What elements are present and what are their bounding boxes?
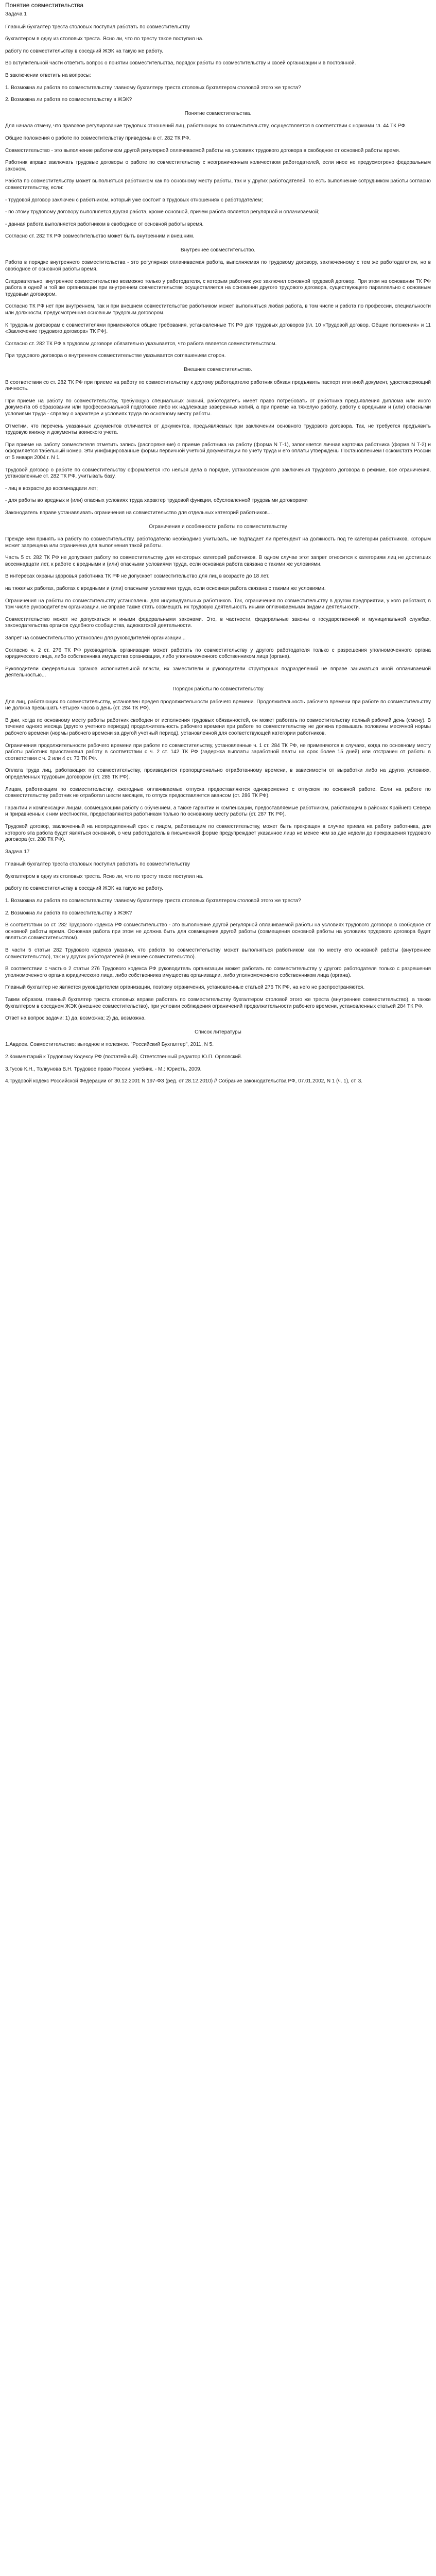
paragraph: Трудовой договор, заключенный на неопределенный срок с лицом, работающим по совместительству, может быть прекращен в случае приема на работу работника, для которого эта работа будет являться основной, о чем работодатель в письменной форме предупреждает указанное лицо не менее чем за две недели до прекращения трудового договора (ст. 288 ТК РФ). [5, 823, 431, 843]
section-heading: Понятие совместительства. [184, 110, 252, 116]
section-heading: Внутреннее совместительство. [180, 247, 256, 253]
paragraph: - трудовой договор заключен с работником, который уже состоит в трудовых отношениях с работодателем; [5, 197, 263, 203]
task-1-question: работу по совместительству в соседний ЖЭК на такую же работу. [5, 48, 163, 54]
paragraph: - лиц в возрасте до восемнадцати лет; [5, 485, 98, 492]
paragraph: Гарантии и компенсации лицам, совмещающим работу с обучением, а также гарантии и компенсации, предоставляемые работникам, работающим в районах Крайнего Севера и приравненных к ним местностях, предоставляются работникам только по основному месту работы (ст. 287 ТК РФ). [5, 805, 431, 818]
paragraph: В соответствии со ст. 282 ТК РФ при приеме на работу по совместительству к другому работодателю работник обязан предъявить паспорт или иной документ, удостоверяющий личность. [5, 379, 431, 392]
bibliography-list [5, 1042, 431, 1084]
paragraph: Руководители федеральных органов исполнительной власти, их заместители и руководители структурных подразделений не вправе заниматься иной оплачиваемой деятельностью... [5, 666, 431, 679]
answer-paragraph: В соответствии со ст. 282 Трудового кодекса РФ совместительство - это выполнение другой регулярной оплачиваемой работы на условиях трудового договора в свободное от основной работы время. Основная работа при этом не должна быть для совмещения другой работы (совмещения основной работы на условиях трудового договора будет являться совместительством). [5, 922, 431, 941]
task-1-label: Задача 1 [5, 11, 27, 17]
paragraph: Согласно ст. 282 ТК РФ в трудовом договоре обязательно указывается, что работа является совместительством. [5, 341, 277, 347]
task-1-question: бухгалтером в одну из столовых треста. Ясно ли, что по тресту такое поступил на. [5, 36, 204, 42]
task-17-questions [5, 861, 431, 917]
task-1-question: Во вступительной части ответить вопрос о понятии совместительства, порядок работы по совместительству и своей организации и в постоянной. [5, 60, 356, 66]
bibliography-item: 4.Трудовой кодекс Российской Федерации от 30.12.2001 N 197-ФЗ (ред. от 28.12.2010) // Собрание законодательства РФ, 07.01.2002, N 1 (ч. 1), ст. 3. [5, 1078, 363, 1084]
paragraph: При приеме на работу совместителя отметить запись (распоряжение) о приеме работника на работу (форма N Т-1), заполняется личная карточка работника (форма N Т-2) и оформляется табельный номер. Эти унифицированные формы первичной учетной документации по учету труда и его оплаты утверждены Постановлением Госкомстата России от 5 января 2004 г. N 1. [5, 442, 431, 461]
paragraph: Оплата труда лиц, работающих по совместительству, производится пропорционально отработанному времени, в зависимости от выработки либо на других условиях, определенных трудовым договором (ст. 285 ТК РФ). [5, 768, 431, 780]
task-17-answers [5, 922, 431, 1022]
paragraph: Для начала отмечу, что правовое регулирование трудовых отношений лиц, работающих по совместительству, осуществляется в соответствии с нормами гл. 44 ТК РФ. [5, 123, 407, 129]
section-procedure [5, 686, 431, 843]
paragraph: на тяжелых работах, работах с вредными и (или) опасными условиями труда, если основная работа связана с такими же условиями. [5, 586, 326, 592]
task-1-question: Главный бухгалтер треста столовых поступил работать по совместительству [5, 24, 190, 30]
paragraph: В интересах охраны здоровья работника ТК РФ не допускает совместительство для лиц в возрасте до 18 лет. [5, 573, 270, 580]
paragraph: Работник вправе заключать трудовые договоры о работе по совместительству с неограниченным количеством работодателей, если иное не предусмотрено федеральным законом. [5, 160, 431, 172]
paragraph: - по этому трудовому договору выполняется другая работа, кроме основной, причем работа является регулярной и оплачиваемой; [5, 209, 320, 215]
paragraph: Общие положения о работе по совместительству приведены в ст. 282 ТК РФ. [5, 135, 191, 141]
task-1-questions [5, 24, 431, 104]
paragraph: Прежде чем принять на работу по совместительству, работодателю необходимо учитывать, не подпадает ли претендент на должность под те категории работников, которым может запрещена или ограничена для выполнения такой работы. [5, 536, 431, 549]
task-17-question: 2. Возможна ли работа по совместительству в ЖЭК? [5, 910, 132, 916]
paragraph: Согласно ТК РФ нет при внутреннем, так и при внешнем совместительстве работником может выполняться любая работа, в том числе и работа по профессии, специальности или должности, предусмотренная основным трудовым договором. [5, 303, 431, 316]
task-17-question: бухгалтером в одну из столовых треста. Ясно ли, что по тресту такое поступил на. [5, 873, 204, 879]
answer-paragraph: Ответ на вопрос задачи: 1) да, возможна; 2) да, возможна. [5, 1015, 146, 1022]
paragraph: Для лиц, работающих по совместительству, установлен предел продолжительности рабочего времени. Продолжительность рабочего времени при работе по совместительству не должна превышать четырех часов в день (ст. 284 ТК РФ). [5, 699, 431, 711]
bibliography-item: 1.Авдеев. Совместительство: выгодное и полезное. "Российский Бухгалтер", 2011, N 5. [5, 1042, 214, 1048]
paragraph: При приеме на работу по совместительству, требующую специальных знаний, работодатель имеет право потребовать от работника предъявления диплома или иного документа об образовании или профессиональной подготовке либо их надлежаще заверенных копий, а при приеме на тяжелую работу, работу с вредными и (или) опасными условиями труда - справку о характере и условиях труда по основному месту работы. [5, 398, 431, 417]
section-external [5, 367, 431, 517]
paragraph: Трудовой договор о работе по совместительству оформляется кто нельзя дела в порядке, установленном для заключения трудового договора в режиме, все ограничения, установленные ст. 282 ТК РФ, учитывать базу. [5, 467, 431, 480]
paragraph: Ограничения на работы по совместительству установлены для индивидуальных работников. Так, ограничения по совместительству в другом предприятии, у кого работают, в том числе руководителем организации, не вправе также стать совмещать их трудовую деятельность иными оплачиваемыми видами деятельности. [5, 598, 431, 611]
paragraph: Запрет на совместительство установлен для руководителей организации... [5, 635, 186, 641]
paragraph: Работа по совместительству может выполняться работником как по основному месту работы, так и у других работодателей. То есть выполнение сотрудником работы согласно совместительству, если: [5, 178, 431, 191]
bibliography-heading: Список литературы [195, 1029, 241, 1035]
task-1-question: 1. Возможна ли работа по совместительству главному бухгалтеру треста столовых бухгалтером столовой этого же треста? [5, 84, 301, 91]
answer-paragraph: Главный бухгалтер не является руководителем организации, поэтому ограничения, установленные статьей 276 ТК РФ, на него не распространяются. [5, 985, 365, 991]
bibliography [5, 1029, 431, 1085]
section-restrictions [5, 524, 431, 680]
section-heading: Ограничения и особенности работы по совместительству [149, 523, 287, 530]
paragraph: Совместительство - это выполнение работником другой регулярной оплачиваемой работы на условиях трудового договора в свободное от основной работы время. [5, 147, 400, 154]
section-internal [5, 247, 431, 360]
paragraph: Законодатель вправе устанавливать ограничения на совместительство для отдельных категорий работников... [5, 510, 272, 516]
section-heading: Порядок работы по совместительству [172, 686, 264, 692]
answer-paragraph: В части 5 статьи 282 Трудового кодекса указано, что работа по совместительству может выполняться работником как по месту его основной работы (внутреннее совместительство), так и у других работодателей (внешнее совместительство). [5, 947, 431, 960]
bibliography-item: 2.Комментарий к Трудовому Кодексу РФ (постатейный). Ответственный редактор Ю.П. Орловский. [5, 1054, 242, 1060]
paragraph: Работа в порядке внутреннего совместительства - это регулярная оплачиваемая работа, выполняемая по трудовому договору, заключенному с тем же работодателем, но в свободное от основной работы время. [5, 260, 431, 273]
answer-paragraph: В соответствии с частью 2 статьи 276 Трудового кодекса РФ руководитель организации может работать по совместительству у другого работодателя только с разрешения уполномоченного органа юридического лица, либо собственника имущества организации, либо уполномоченного собственником лица (органа). [5, 966, 431, 978]
task-1-question: В заключении ответить на вопросы: [5, 72, 91, 78]
document [0, 0, 436, 1085]
paragraph: Ограничения продолжительности рабочего времени при работе по совместительству, установленные ч. 1 ст. 284 ТК РФ, не применяются в случаях, когда по основному месту работы работник приостановил работу в соответствии с ч. 2 ст. 142 ТК РФ (задержка выплаты заработной платы на срок более 15 дней) или отстранен от работы в соответствии с ч. 2 или 4 ст. 73 ТК РФ. [5, 742, 431, 761]
task-17-question: 1. Возможна ли работа по совместительству главному бухгалтеру треста столовых бухгалтером столовой этого же треста? [5, 898, 301, 904]
paragraph: При трудового договора о внутреннем совместительстве указывается соглашением сторон. [5, 353, 226, 359]
task-1-question: 2. Возможна ли работа по совместительству в ЖЭК? [5, 97, 132, 103]
answer-paragraph: Таким образом, главный бухгалтер треста столовых вправе работать по совместительству бухгалтером столовой этого же треста (внутреннее совместительство), а также бухгалтером в соседнем ЖЭК (внешнее совместительство), при условии соблюдения ограничений продолжительности рабочего времени, установленных статьей 284 ТК РФ. [5, 997, 431, 1009]
task-17-label: Задача 17 [5, 849, 30, 855]
paragraph: - данная работа выполняется работником в свободное от основной работы время. [5, 221, 204, 227]
paragraph: Следовательно, внутреннее совместительство возможно только у работодателя, с которым работник уже заключил основной трудовой договор. При этом на основании ТК РФ работа в одной и той же организации при внутреннем совместительстве осуществляется на основании другого трудового договора, существующего параллельно с основным трудовым договором. [5, 278, 431, 297]
paragraph: Часть 5 ст. 282 ТК РФ не допускает работу по совместительству для некоторых категорий работников. В одном случае этот запрет относится к категориям лиц не достигших восемнадцати лет, к работе с вредными и (или) опасными условиями труда, если основная работа связана с такими же условиями. [5, 555, 431, 567]
paragraph: К трудовым договорам с совместителями применяются общие требования, установленные ТК РФ для трудовых договоров (гл. 10 «Трудовой договор. Общие положения» и 11 «Заключение трудового договора» ТК РФ). [5, 322, 431, 335]
task-17-question: работу по совместительству в соседний ЖЭК на такую же работу. [5, 886, 163, 892]
paragraph: Отметим, что перечень указанных документов отличается от документов, предъявляемых при заключении основного трудового договора. Так, не требуется предъявить трудовую книжку и документы воинского учета. [5, 423, 431, 436]
paragraph: Согласно ч. 2 ст. 276 ТК РФ руководитель организации может работать по совместительству у другого работодателя только с разрешения уполномоченного органа юридического лица, либо собственника имущества организации, либо уполномоченного собственником лица (органа). [5, 647, 431, 660]
section-heading: Внешнее совместительство. [184, 367, 252, 372]
task-17-question: Главный бухгалтер треста столовых поступил работать по совместительству [5, 861, 190, 868]
paragraph: Лицам, работающим по совместительству, ежегодные оплачиваемые отпуска предоставляются одновременно с отпуском по основной работе. Если на работе по совместительству работник не отработал шести месяцев, то отпуск предоставляется авансом (ст. 286 ТК РФ). [5, 786, 431, 799]
section-concept [5, 111, 431, 240]
paragraph: - для работы во вредных и (или) опасных условиях труда характер трудовой функции, обусловленной трудовыми договорами [5, 498, 308, 504]
paragraph: В дни, когда по основному месту работы работник свободен от исполнения трудовых обязанностей, он может работать по совместительству полный рабочий день (смену). В течение одного месяца (другого учетного периода) продолжительность рабочего времени при работе по совместительству не должна превышать половины месячной нормы рабочего времени (нормы рабочего времени за другой учетный период), установленной для соответствующей категории работников. [5, 717, 431, 736]
bibliography-item: 3.Гусов К.Н., Толкунова В.Н. Трудовое право России: учебник. - М.: Юристъ, 2009. [5, 1066, 202, 1072]
paragraph: Согласно ст. 282 ТК РФ совместительство может быть внутренним и внешним. [5, 233, 195, 240]
paragraph: Совместительство может не допускаться и иными федеральными законами. Это, в частности, федеральные законы о государственной и муниципальной службах, законодательства органов судебного сообщества, адвокатской деятельности. [5, 616, 431, 629]
page-title: Понятие совместительства [5, 2, 84, 9]
